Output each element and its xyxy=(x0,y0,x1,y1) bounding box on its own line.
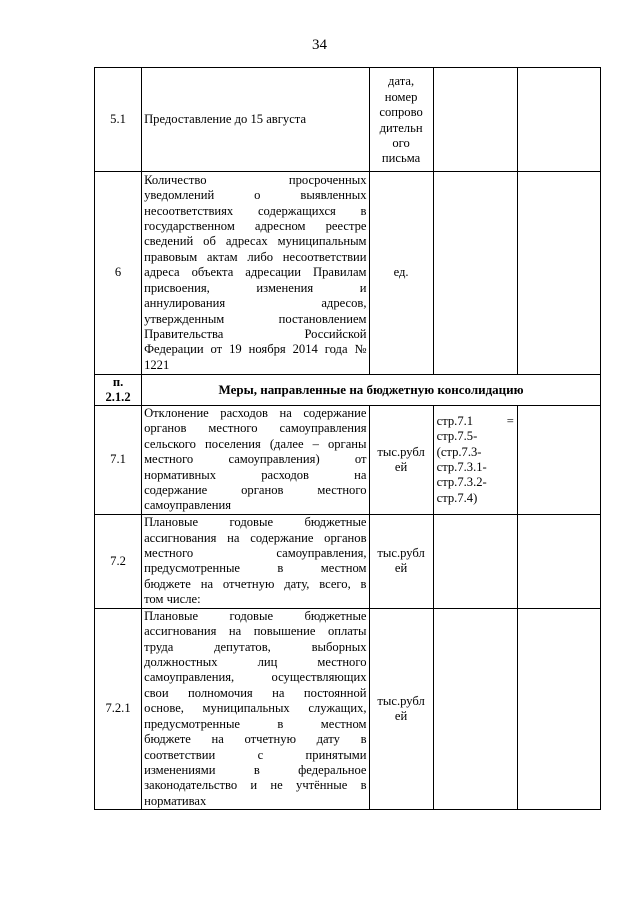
formula-first-left: стр.7.1 xyxy=(436,413,474,428)
row-number: 6 xyxy=(95,172,142,375)
name-line: том числе: xyxy=(144,592,201,607)
name-line: аннулирования адресов, xyxy=(144,296,367,311)
name-line: сельского поселения (далее – органы xyxy=(144,436,367,451)
row-number: 7.2 xyxy=(95,514,142,608)
unit-line: сопрово xyxy=(379,105,423,120)
name-line: ассигнования на содержание органов xyxy=(144,530,367,545)
name-line: нормативах xyxy=(144,793,207,808)
section-number-line: п. xyxy=(112,375,124,389)
name-line: органов местного самоуправления xyxy=(144,421,367,436)
unit-line: письма xyxy=(381,151,421,166)
formula-first-right: = xyxy=(506,413,514,428)
name-line: Правительства Российской xyxy=(144,326,367,341)
unit-line: тыс.рубл xyxy=(377,545,425,560)
name-line: Предоставление до 15 августа xyxy=(144,111,307,126)
name-line: содержание органов местного xyxy=(144,483,367,498)
name-line: бюджете на отчетную дату, всего, в xyxy=(144,576,367,591)
section-title: Меры, направленные на бюджетную консолидацию xyxy=(142,375,601,406)
name-line: утвержденным постановлением xyxy=(144,311,367,326)
empty-cell xyxy=(517,172,600,375)
indicators-table xyxy=(94,67,601,810)
name-line: несоответствиях содержащихся в xyxy=(144,203,367,218)
empty-cell xyxy=(517,608,600,809)
name-line: самоуправления xyxy=(144,498,232,513)
unit-line: тыс.рубл xyxy=(377,693,425,708)
row-number: 5.1 xyxy=(95,68,142,172)
table-row-6 xyxy=(95,172,601,375)
unit-line: номер xyxy=(384,89,418,104)
empty-cell xyxy=(517,514,600,608)
empty-cell xyxy=(433,514,517,608)
section-number-line: 2.1.2 xyxy=(105,390,131,404)
name-line: Плановые годовые бюджетные xyxy=(144,608,367,623)
table-row-5-1 xyxy=(95,68,601,172)
name-line: бюджете на отчетную дату в xyxy=(144,732,367,747)
name-line: Плановые годовые бюджетные xyxy=(144,515,367,530)
formula-line: (стр.7.3- xyxy=(436,444,482,459)
name-line: самоуправления, осуществляющих xyxy=(144,670,367,685)
unit-line: дительн xyxy=(379,120,423,135)
unit-line: ей xyxy=(394,708,408,723)
row-unit xyxy=(369,68,433,172)
name-line: свои полномочия на постоянной xyxy=(144,685,367,700)
name-line: уведомлений о выявленных xyxy=(144,188,367,203)
name-line: местного самоуправления) от xyxy=(144,452,367,467)
table-row-7-2 xyxy=(95,514,601,608)
name-line: адреса объекта адресации Правилам xyxy=(144,265,367,280)
row-unit: ед. xyxy=(369,172,433,375)
empty-cell xyxy=(433,68,517,172)
name-line: сведений об адресах муниципальным xyxy=(144,234,367,249)
name-line: предусмотренные в местном xyxy=(144,716,367,731)
page-number: 34 xyxy=(312,37,327,53)
name-line: должностных лиц местного xyxy=(144,655,367,670)
row-number: 7.1 xyxy=(95,406,142,515)
name-line: основе, муниципальных служащих, xyxy=(144,701,367,716)
row-name xyxy=(142,406,369,515)
unit-line: дата, xyxy=(388,74,415,89)
unit-line: ей xyxy=(394,561,408,576)
table-row-7-1 xyxy=(95,406,601,515)
table-row-7-2-1 xyxy=(95,608,601,809)
name-line: Отклонение расходов на содержание xyxy=(144,406,367,420)
row-name xyxy=(142,514,369,608)
name-line: Федерации от 19 ноября 2014 года № xyxy=(144,342,367,357)
empty-cell xyxy=(433,172,517,375)
row-number: 7.2.1 xyxy=(95,608,142,809)
row-name xyxy=(142,172,369,375)
formula-line: стр.7.4) xyxy=(436,490,478,505)
name-line: изменениями в федеральное xyxy=(144,762,367,777)
formula-line: стр.7.3.2- xyxy=(436,475,487,490)
name-line: ассигнования на повышение оплаты xyxy=(144,624,367,639)
formula-line: стр.7.5- xyxy=(436,429,478,444)
empty-cell xyxy=(433,608,517,809)
section-number xyxy=(95,375,142,406)
name-line: 1221 xyxy=(144,357,170,372)
formula-line: стр.7.3.1- xyxy=(436,459,487,474)
formula-first-line xyxy=(437,414,514,429)
name-line: законодательство и не учтённые в xyxy=(144,778,367,793)
row-name xyxy=(142,608,369,809)
name-line: правовым актам либо несоответствии xyxy=(144,249,367,264)
section-header-row xyxy=(95,375,601,406)
row-unit xyxy=(369,608,433,809)
name-line: государственном адресном реестре xyxy=(144,219,367,234)
name-line: предусмотренные в местном xyxy=(144,561,367,576)
name-line: труда депутатов, выборных xyxy=(144,639,367,654)
unit-line: ей xyxy=(394,459,408,474)
row-unit xyxy=(369,406,433,515)
empty-cell xyxy=(517,68,600,172)
empty-cell xyxy=(517,406,600,515)
name-line: присвоения, изменения и xyxy=(144,280,367,295)
name-line: Количество просроченных xyxy=(144,172,367,187)
row-formula xyxy=(433,406,517,515)
unit-line: ого xyxy=(392,135,410,150)
name-line: нормативных расходов на xyxy=(144,467,367,482)
unit-line: тыс.рубл xyxy=(377,444,425,459)
row-unit xyxy=(369,514,433,608)
name-line: соответствии с принятыми xyxy=(144,747,367,762)
row-name xyxy=(142,68,369,172)
name-line: местного самоуправления, xyxy=(144,545,367,560)
